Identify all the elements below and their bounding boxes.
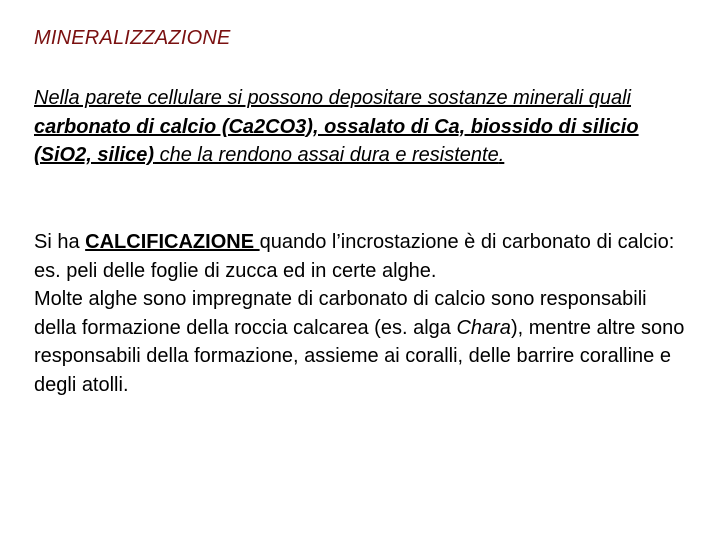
para1-text-1: Nella parete cellulare si possono depositare sostanze minerali quali: [34, 87, 632, 109]
paragraph-calcification: [34, 228, 694, 399]
para1-bold-compounds: carbonato di calcio (Ca2CO3), ossalato di Ca, biossido di silicio (SiO2, silice): [34, 115, 639, 166]
para1-period: .: [498, 144, 505, 166]
para2-text-4: ), mentre altre sono responsabili della formazione, assieme ai coralli, delle barrire coralline e degli atolli.: [34, 316, 685, 396]
chara-term: Chara: [456, 316, 511, 339]
para2-text-1: Si ha: [34, 231, 86, 253]
para2-text-2: quando l’incrostazione è di carbonato di calcio: es. peli delle foglie di zucca ed in certe alghe.: [34, 231, 675, 282]
paragraph-cell-wall-minerals: [34, 84, 694, 170]
para1-text-2: che la rendono assai dura e resistente: [154, 144, 499, 166]
slide-title: MINERALIZZAZIONE: [34, 27, 231, 49]
calcificazione-term: CALCIFICAZIONE: [85, 231, 260, 253]
para2-text-3: Molte alghe sono impregnate di carbonato di calcio sono responsabili della formazione della roccia calcarea (es. alga: [34, 288, 647, 339]
